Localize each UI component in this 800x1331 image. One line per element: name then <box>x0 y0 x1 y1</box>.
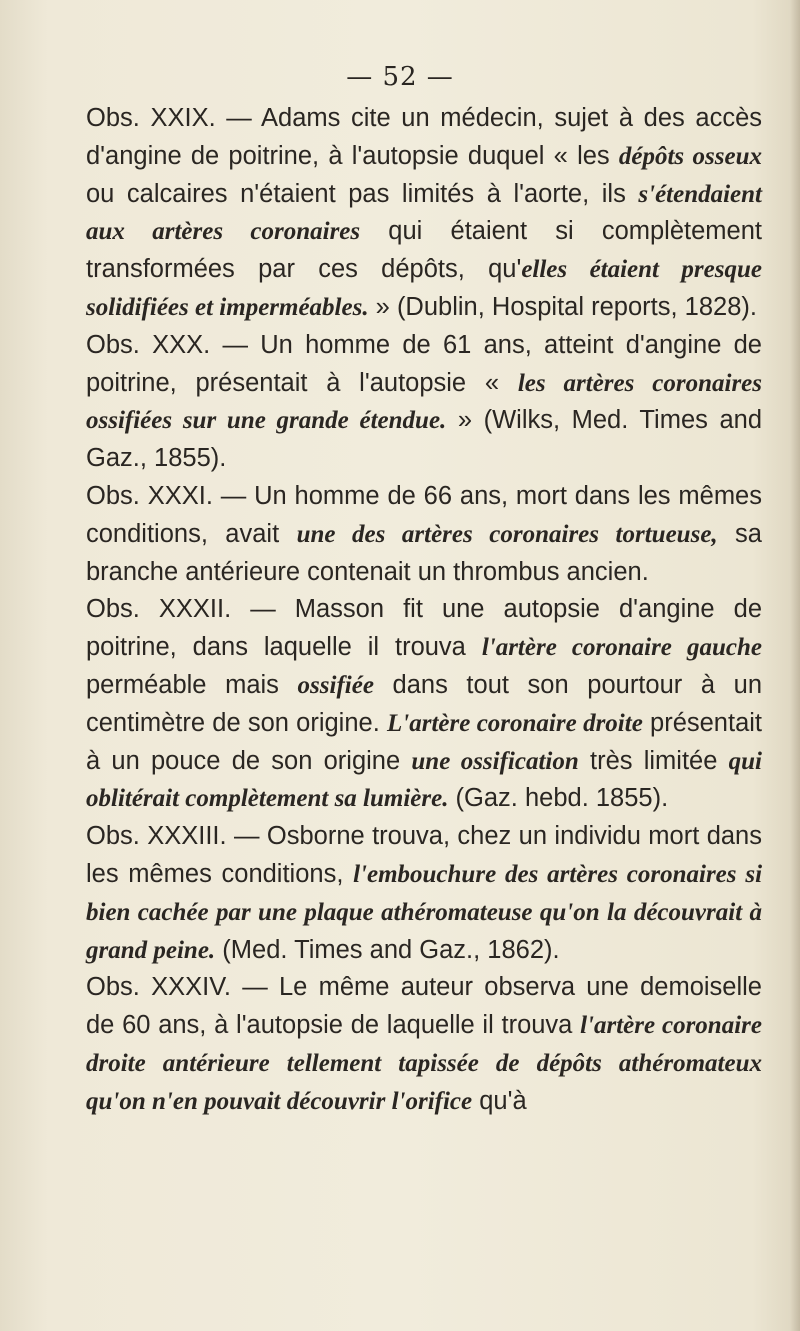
page-number-header: — 52 — <box>346 62 454 92</box>
text-span: Obs. XXXI. — Un homme de 66 ans, mort dans les mêmes conditions, avait <box>86 481 762 548</box>
observation-paragraph <box>86 591 762 818</box>
italic-span: s'étendaient aux artères coronaires <box>86 180 762 246</box>
text-span: qui étaient si complètement transformées par ces dépôts, qu' <box>86 217 762 284</box>
text-span: présentait à un pouce de son origine <box>86 708 763 775</box>
text-span: » (Wilks, Med. Times and Gaz., 1855). <box>86 406 763 473</box>
text-span: (Gaz. hebd. 1855). <box>448 784 669 813</box>
italic-span: qui oblitérait complètement sa lumière. <box>86 747 762 813</box>
body-text <box>86 100 762 1121</box>
text-span: qu'à <box>472 1086 527 1115</box>
text-span: Obs. XXX. — Un homme de 61 ans, atteint d'angine de poitrine, présentait à l'autopsie « <box>86 330 762 397</box>
italic-span: l'artère coronaire droite antérieure tellement tapissée de dépôts athéromateux qu'on n'en pouvait découvrir l'orifice <box>86 1012 762 1115</box>
text-span: ou calcaires n'étaient pas limités à l'aorte, ils <box>86 179 639 208</box>
italic-span: l'artère coronaire gauche <box>481 634 763 662</box>
text-span: Obs. XXXIII. — Osborne trouva, chez un individu mort dans les mêmes conditions, <box>86 822 762 888</box>
observation-paragraph <box>86 100 762 327</box>
text-span: » (Dublin, Hospital reports, 1828). <box>368 292 757 321</box>
italic-span: les artères coronaires ossifiées sur une grande étendue. <box>86 369 763 435</box>
observation-paragraph <box>86 327 762 478</box>
text-span: (Med. Times and Gaz., 1862). <box>215 935 560 964</box>
text-span: très limitée <box>578 746 729 775</box>
italic-span: une des artères coronaires tortueuse, <box>296 520 718 548</box>
italic-span: dépôts osseux <box>618 142 762 170</box>
text-span: Obs. XXIX. — Adams cite un médecin, sujet à des accès d'angine de poitrine, à l'autopsie duquel « les <box>86 104 762 170</box>
observation-paragraph <box>86 969 762 1120</box>
observation-paragraph <box>86 478 762 591</box>
italic-span: elles étaient presque solidifiées et imperméables. <box>86 256 762 321</box>
italic-span: ossifiée <box>297 671 374 699</box>
text-span: perméable mais <box>86 670 298 699</box>
italic-span: l'embouchure des artères coronaires si bien cachée par une plaque athéromateuse qu'on la découvrait à grand peine. <box>86 860 763 964</box>
text-span: sa branche antérieure contenait un thrombus ancien. <box>86 519 762 586</box>
observation-paragraph <box>86 818 762 969</box>
text-span: dans tout son pourtour à un centimètre de son origine. <box>86 670 763 737</box>
text-span: Obs. XXXII. — Masson fit une autopsie d'angine de poitrine, dans laquelle il trouva <box>86 595 762 662</box>
italic-span: une ossification <box>411 747 579 775</box>
text-span: Obs. XXXIV. — Le même auteur observa une demoiselle de 60 ans, à l'autopsie de laquelle il trouva <box>86 973 762 1040</box>
italic-span: L'artère coronaire droite <box>387 709 643 737</box>
